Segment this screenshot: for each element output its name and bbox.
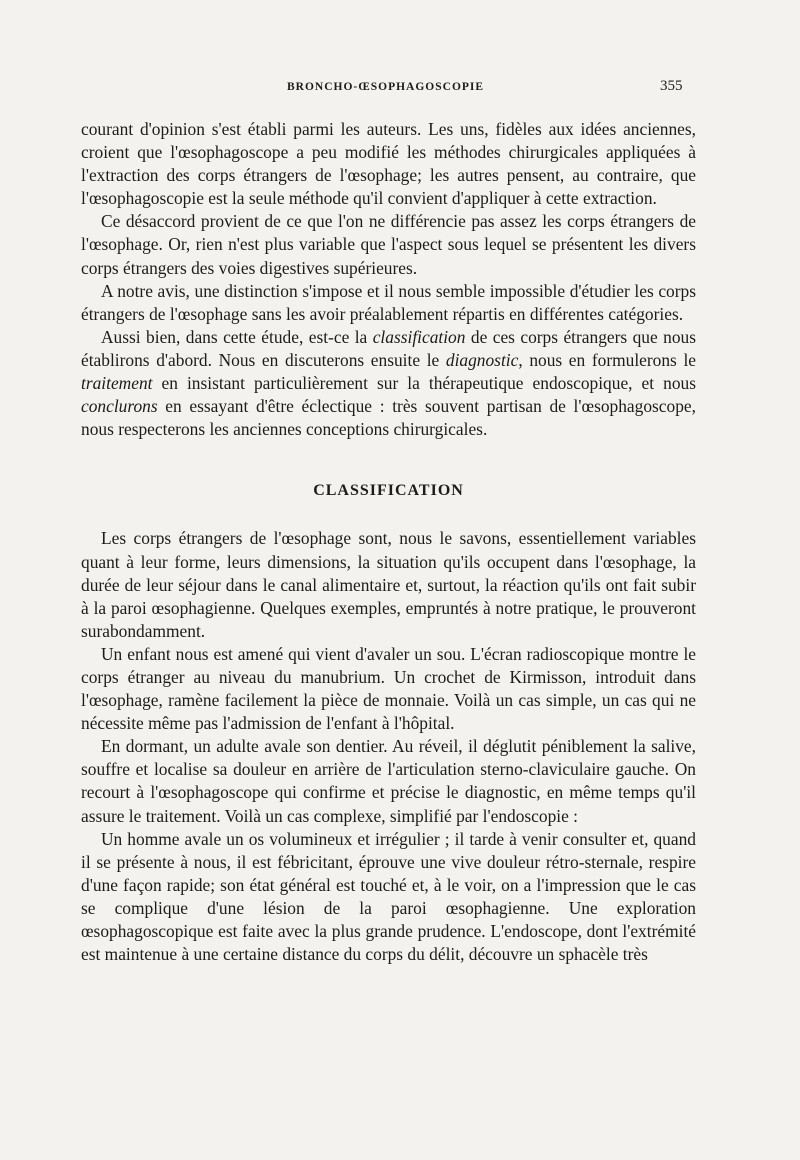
paragraph-2: Ce désaccord provient de ce que l'on ne différencie pas assez les corps étrangers de l'œsophage. Or, rien n'est plus variable que l'aspect sous lequel se présentent les divers corps étrangers des voies digestives supérieures.	[81, 211, 696, 278]
paragraph-3: A notre avis, une distinction s'impose et il nous semble impossible d'étudier les corps étrangers de l'œsophage sans les avoir préalablement répartis en différentes catégories.	[81, 280, 696, 324]
text-run: Aussi bien, dans cette étude, est-ce la	[101, 326, 373, 347]
paragraph-5: Les corps étrangers de l'œsophage sont, nous le savons, essentiellement variables quant à leur forme, leurs dimensions, la situation qu'ils occupent dans l'œsophage, la durée de leur séjour dans le canal alimentaire et, surtout, la réaction qu'ils ont fait subir à la paroi œsophagienne. Quelques exemples, empruntés à notre pratique, le prouveront surabondamment.	[81, 528, 696, 641]
running-title: BRONCHO-ŒSOPHAGOSCOPIE	[287, 81, 485, 93]
text-run: en essayant d'être éclectique : très souvent partisan de l'œsophagoscope, nous respecterons les anciennes conceptions chirurgicales.	[81, 396, 696, 440]
paragraph-4	[81, 326, 696, 441]
text-run: en insistant particulièrement sur la thérapeutique endoscopique, et nous	[152, 373, 696, 394]
emphasis-conclurons: conclurons	[81, 396, 158, 417]
emphasis-diagnostic: diagnostic	[445, 349, 519, 370]
emphasis-traitement: traitement	[81, 373, 153, 394]
paragraph-7: En dormant, un adulte avale son dentier. Au réveil, il déglutit péniblement la salive, souffre et localise sa douleur en arrière de l'articulation sterno-claviculaire gauche. On recourt à l'œsophagoscope qui confirme et précise le diagnostic, en même temps qu'il assure le traitement. Voilà un cas complexe, simplifié par l'endoscopie :	[81, 736, 696, 826]
emphasis-classification: classification	[372, 326, 466, 347]
text-run: de ces corps étrangers que nous établirons d'abord. Nous en discuterons ensuite le	[81, 326, 696, 370]
page-number: 355	[660, 78, 683, 94]
paragraph-8: Un homme avale un os volumineux et irrégulier ; il tarde à venir consulter et, quand il se présente à nous, il est fébricitant, éprouve une vive douleur rétro-sternale, respire d'une façon rapide; son état général est touché et, à le voir, on a l'impression que le cas se complique d'une lésion de la paroi œsophagienne. Une exploration œsophagoscopique est faite avec la plus grande prudence. L'endoscope, dont l'extrémité est maintenue à une certaine distance du corps du délit, découvre un sphacèle très	[81, 828, 696, 965]
paragraph-1: courant d'opinion s'est établi parmi les auteurs. Les uns, fidèles aux idées anciennes, croient que l'œsophagoscope a peu modifié les méthodes chirurgicales appliquées à l'extraction des corps étrangers de l'œsophage; les autres pensent, au contraire, que l'œsophagoscopie est la seule méthode qu'il convient d'appliquer à cette extraction.	[81, 119, 696, 209]
paragraph-6: Un enfant nous est amené qui vient d'avaler un sou. L'écran radioscopique montre le corps étranger au niveau du manubrium. Un crochet de Kirmisson, introduit dans l'œsophage, ramène facilement la pièce de monnaie. Voilà un cas simple, un cas qui ne nécessite même pas l'admission de l'enfant à l'hôpital.	[81, 643, 696, 734]
section-heading: CLASSIFICATION	[313, 482, 464, 500]
body-text	[81, 118, 696, 966]
text-run: , nous en formulerons le	[518, 349, 697, 370]
